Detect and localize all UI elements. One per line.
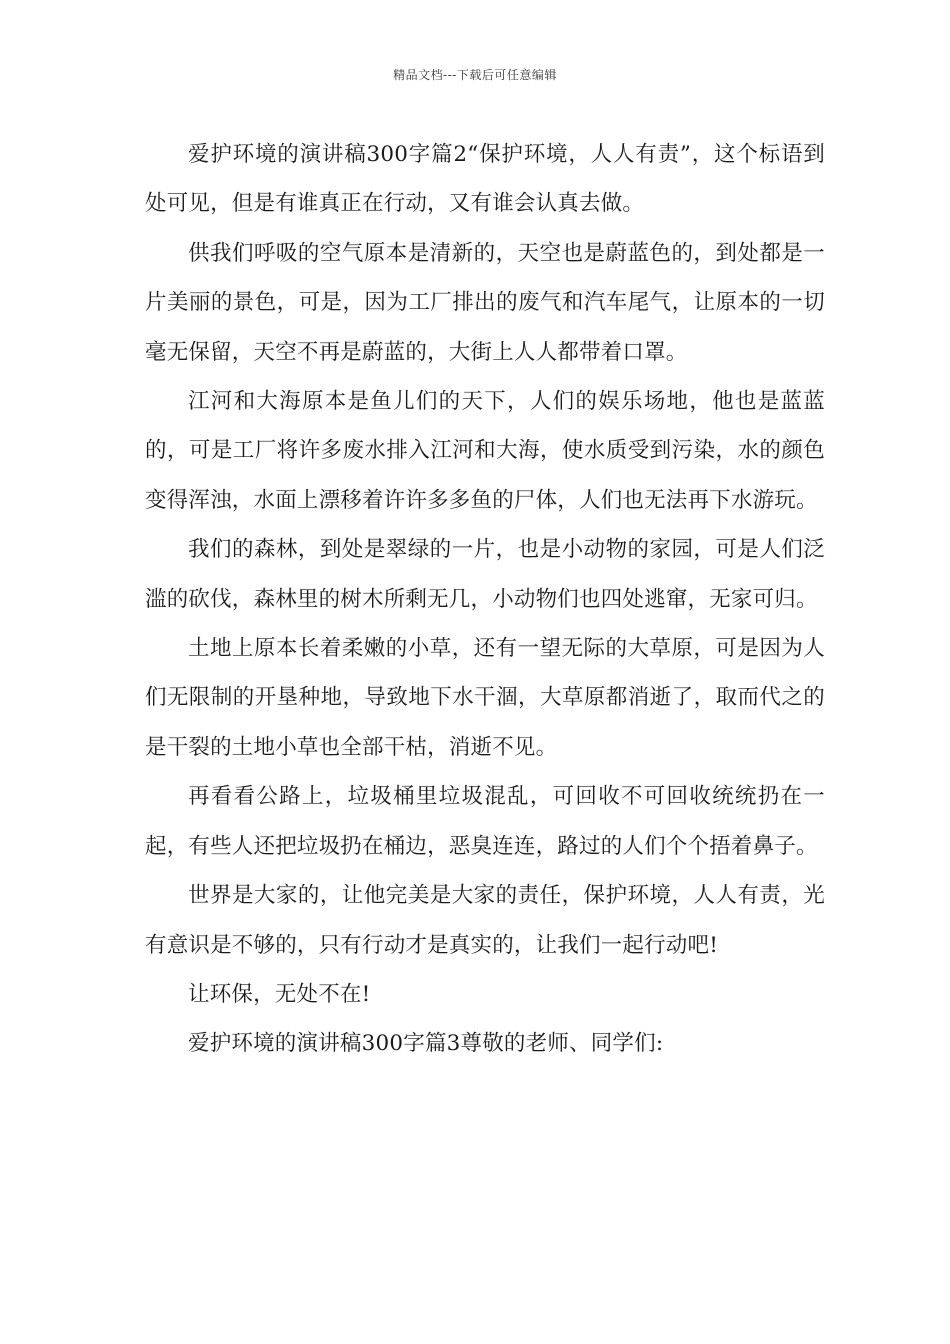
paragraph: 供我们呼吸的空气原本是清新的，天空也是蔚蓝色的，到处都是一片美丽的景色，可是，因为工厂排出的废气和汽车尾气，让原本的一切毫无保留，天空不再是蔚蓝的，大街上人人都带着口罩。: [145, 240, 825, 365]
page-header: 精品文档---下载后可任意编辑: [393, 68, 557, 82]
paragraph: 爱护环境的演讲稿300字篇2“保护环境，人人有责”，这个标语到处可见，但是有谁真正在行动，又有谁会认真去做。: [145, 142, 825, 217]
paragraph: 爱护环境的演讲稿300字篇3尊敬的老师、同学们:: [188, 1031, 664, 1057]
paragraph: 我们的森林，到处是翠绿的一片，也是小动物的家园，可是人们泛滥的砍伐，森林里的树木所剩无几，小动物们也四处逃窜，无家可归。: [145, 537, 825, 612]
paragraph: 再看看公路上，垃圾桶里垃圾混乱，可回收不可回收统统扔在一起，有些人还把垃圾扔在桶边，恶臭连连，路过的人们个个捂着鼻子。: [145, 784, 825, 859]
paragraph: 土地上原本长着柔嫩的小草，还有一望无际的大草原，可是因为人们无限制的开垦种地，导致地下水干涸，大草原都消逝了，取而代之的是干裂的土地小草也全部干枯，消逝不见。: [145, 636, 825, 760]
document-body: [145, 130, 825, 1069]
paragraph: 世界是大家的，让他完美是大家的责任，保护环境，人人有责，光有意识是不够的，只有行动才是真实的，让我们一起行动吧!: [145, 883, 825, 958]
paragraph: 江河和大海原本是鱼儿们的天下，人们的娱乐场地，他也是蓝蓝的，可是工厂将许多废水排入江河和大海，使水质受到污染，水的颜色变得浑浊，水面上漂移着许许多多鱼的尸体，人们也无法再下水游玩。: [145, 389, 825, 513]
paragraph: 让环保，无处不在!: [188, 981, 371, 1007]
